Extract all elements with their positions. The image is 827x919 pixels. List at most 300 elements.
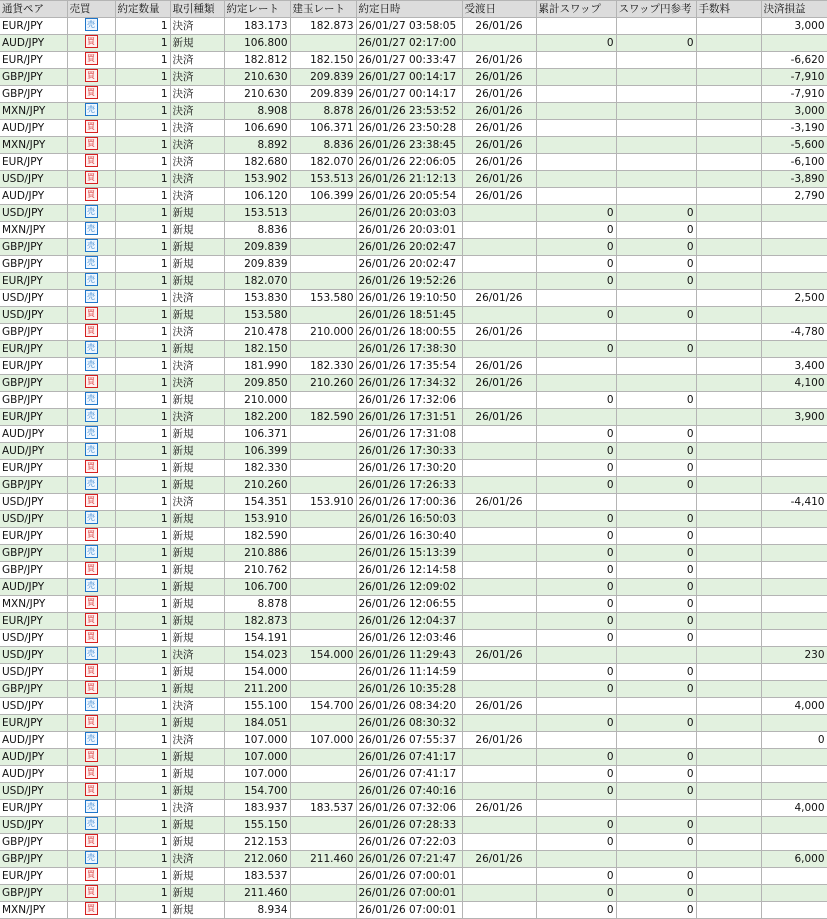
cell-currency-pair: EUR/JPY (0, 715, 67, 732)
cell-cumulative-swap: 0 (536, 562, 616, 579)
cell-fee (696, 817, 761, 834)
table-row[interactable] (0, 375, 827, 392)
table-row[interactable] (0, 681, 827, 698)
cell-exec-datetime: 26/01/26 18:00:55 (356, 324, 462, 341)
cell-swap-yen-ref (616, 698, 696, 715)
cell-fee (696, 766, 761, 783)
cell-quantity: 1 (115, 579, 170, 596)
table-row[interactable] (0, 443, 827, 460)
table-row[interactable] (0, 664, 827, 681)
cell-side (67, 885, 115, 902)
table-row[interactable] (0, 783, 827, 800)
col-header-settlement-date[interactable]: 受渡日 (462, 1, 536, 18)
cell-fee (696, 647, 761, 664)
cell-side (67, 120, 115, 137)
table-row[interactable] (0, 35, 827, 52)
buy-badge: 買 (85, 307, 98, 320)
cell-trade-type: 決済 (170, 188, 224, 205)
table-row[interactable] (0, 851, 827, 868)
table-row[interactable] (0, 528, 827, 545)
cell-currency-pair: GBP/JPY (0, 392, 67, 409)
cell-fee (696, 749, 761, 766)
cell-exec-datetime: 26/01/26 17:26:33 (356, 477, 462, 494)
cell-cumulative-swap (536, 494, 616, 511)
cell-fee (696, 834, 761, 851)
cell-swap-yen-ref (616, 171, 696, 188)
cell-settlement-date (462, 392, 536, 409)
buy-badge: 買 (85, 613, 98, 626)
cell-settlement-pl: -6,100 (761, 154, 827, 171)
table-row[interactable] (0, 494, 827, 511)
cell-position-rate (290, 579, 356, 596)
cell-exec-rate: 210.630 (224, 86, 290, 103)
table-row[interactable] (0, 834, 827, 851)
cell-currency-pair: EUR/JPY (0, 273, 67, 290)
cell-fee (696, 18, 761, 35)
header-row (0, 1, 827, 18)
table-row[interactable] (0, 596, 827, 613)
cell-cumulative-swap: 0 (536, 545, 616, 562)
cell-settlement-pl: 6,000 (761, 851, 827, 868)
cell-exec-rate: 106.690 (224, 120, 290, 137)
col-header-exec-rate[interactable]: 約定レート (224, 1, 290, 18)
table-row[interactable] (0, 613, 827, 630)
table-row[interactable] (0, 290, 827, 307)
sell-badge: 売 (85, 358, 98, 371)
col-header-currency-pair[interactable]: 通貨ペア (0, 1, 67, 18)
cell-cumulative-swap (536, 137, 616, 154)
cell-fee (696, 205, 761, 222)
table-row[interactable] (0, 137, 827, 154)
cell-fee (696, 511, 761, 528)
cell-swap-yen-ref: 0 (616, 222, 696, 239)
cell-settlement-pl: 0 (761, 732, 827, 749)
cell-exec-datetime: 26/01/26 17:31:08 (356, 426, 462, 443)
cell-cumulative-swap: 0 (536, 341, 616, 358)
cell-exec-datetime: 26/01/27 00:33:47 (356, 52, 462, 69)
table-row[interactable] (0, 256, 827, 273)
cell-side (67, 256, 115, 273)
cell-settlement-pl: 4,100 (761, 375, 827, 392)
table-row[interactable] (0, 460, 827, 477)
cell-settlement-date (462, 239, 536, 256)
cell-side (67, 154, 115, 171)
cell-position-rate: 153.580 (290, 290, 356, 307)
cell-settlement-pl: -4,410 (761, 494, 827, 511)
cell-exec-datetime: 26/01/26 07:22:03 (356, 834, 462, 851)
cell-settlement-date: 26/01/26 (462, 324, 536, 341)
cell-side (67, 392, 115, 409)
cell-settlement-date (462, 749, 536, 766)
table-row[interactable] (0, 358, 827, 375)
cell-exec-rate: 106.371 (224, 426, 290, 443)
cell-quantity: 1 (115, 562, 170, 579)
cell-cumulative-swap (536, 851, 616, 868)
table-row[interactable] (0, 392, 827, 409)
table-row[interactable] (0, 409, 827, 426)
cell-exec-datetime: 26/01/26 23:50:28 (356, 120, 462, 137)
cell-side (67, 766, 115, 783)
col-header-exec-datetime[interactable]: 約定日時 (356, 1, 462, 18)
cell-side (67, 698, 115, 715)
cell-currency-pair: GBP/JPY (0, 375, 67, 392)
cell-currency-pair: EUR/JPY (0, 868, 67, 885)
cell-trade-type: 決済 (170, 375, 224, 392)
cell-exec-datetime: 26/01/26 11:14:59 (356, 664, 462, 681)
cell-currency-pair: AUD/JPY (0, 766, 67, 783)
table-row[interactable] (0, 171, 827, 188)
cell-exec-rate: 182.150 (224, 341, 290, 358)
table-row[interactable] (0, 273, 827, 290)
sell-badge: 売 (85, 817, 98, 830)
cell-quantity: 1 (115, 307, 170, 324)
cell-settlement-date (462, 885, 536, 902)
cell-settlement-date (462, 341, 536, 358)
cell-exec-datetime: 26/01/26 20:03:01 (356, 222, 462, 239)
cell-position-rate (290, 868, 356, 885)
cell-quantity: 1 (115, 783, 170, 800)
cell-side (67, 426, 115, 443)
cell-swap-yen-ref (616, 358, 696, 375)
cell-trade-type: 新規 (170, 273, 224, 290)
cell-quantity: 1 (115, 664, 170, 681)
cell-fee (696, 239, 761, 256)
cell-fee (696, 307, 761, 324)
col-header-cumulative-swap[interactable]: 累計スワップ (536, 1, 616, 18)
cell-side (67, 783, 115, 800)
table-row[interactable] (0, 511, 827, 528)
buy-badge: 買 (85, 715, 98, 728)
table-row[interactable] (0, 766, 827, 783)
cell-position-rate: 182.590 (290, 409, 356, 426)
cell-trade-type: 決済 (170, 171, 224, 188)
cell-trade-type: 新規 (170, 596, 224, 613)
cell-position-rate (290, 817, 356, 834)
cell-position-rate (290, 239, 356, 256)
buy-badge: 買 (85, 375, 98, 388)
col-header-fee[interactable]: 手数料 (696, 1, 761, 18)
cell-cumulative-swap: 0 (536, 783, 616, 800)
cell-fee (696, 375, 761, 392)
cell-exec-datetime: 26/01/26 17:35:54 (356, 358, 462, 375)
cell-trade-type: 決済 (170, 647, 224, 664)
cell-exec-datetime: 26/01/26 16:30:40 (356, 528, 462, 545)
cell-trade-type: 新規 (170, 664, 224, 681)
cell-exec-datetime: 26/01/26 07:40:16 (356, 783, 462, 800)
cell-fee (696, 426, 761, 443)
cell-trade-type: 新規 (170, 511, 224, 528)
table-row[interactable] (0, 120, 827, 137)
cell-fee (696, 715, 761, 732)
col-header-position-rate[interactable]: 建玉レート (290, 1, 356, 18)
buy-badge: 買 (85, 885, 98, 898)
cell-settlement-pl: 2,790 (761, 188, 827, 205)
cell-currency-pair: AUD/JPY (0, 35, 67, 52)
col-header-trade-type[interactable]: 取引種類 (170, 1, 224, 18)
table-row[interactable] (0, 222, 827, 239)
cell-exec-rate: 183.537 (224, 868, 290, 885)
cell-trade-type: 新規 (170, 868, 224, 885)
cell-exec-rate: 155.100 (224, 698, 290, 715)
cell-currency-pair: GBP/JPY (0, 562, 67, 579)
table-row[interactable] (0, 868, 827, 885)
cell-settlement-pl (761, 902, 827, 919)
cell-currency-pair: EUR/JPY (0, 358, 67, 375)
table-row[interactable] (0, 715, 827, 732)
buy-badge: 買 (85, 154, 98, 167)
cell-fee (696, 800, 761, 817)
cell-fee (696, 545, 761, 562)
cell-currency-pair: EUR/JPY (0, 460, 67, 477)
cell-settlement-date (462, 477, 536, 494)
cell-settlement-pl: 3,000 (761, 18, 827, 35)
cell-swap-yen-ref: 0 (616, 596, 696, 613)
col-header-swap-yen-ref[interactable]: スワップ円参考 (616, 1, 696, 18)
cell-cumulative-swap: 0 (536, 681, 616, 698)
cell-trade-type: 新規 (170, 426, 224, 443)
cell-cumulative-swap: 0 (536, 222, 616, 239)
cell-side (67, 69, 115, 86)
table-row[interactable] (0, 205, 827, 222)
table-row[interactable] (0, 341, 827, 358)
cell-fee (696, 885, 761, 902)
cell-cumulative-swap: 0 (536, 749, 616, 766)
buy-badge: 買 (85, 460, 98, 473)
cell-cumulative-swap (536, 290, 616, 307)
table-row[interactable] (0, 307, 827, 324)
cell-side (67, 596, 115, 613)
buy-badge: 買 (85, 766, 98, 779)
cell-fee (696, 613, 761, 630)
cell-cumulative-swap (536, 120, 616, 137)
col-header-quantity[interactable]: 約定数量 (115, 1, 170, 18)
cell-swap-yen-ref: 0 (616, 205, 696, 222)
table-row[interactable] (0, 239, 827, 256)
table-row[interactable] (0, 630, 827, 647)
table-row[interactable] (0, 103, 827, 120)
table-row[interactable] (0, 647, 827, 664)
table-row[interactable] (0, 749, 827, 766)
cell-swap-yen-ref (616, 732, 696, 749)
cell-trade-type: 新規 (170, 834, 224, 851)
cell-swap-yen-ref (616, 324, 696, 341)
cell-swap-yen-ref: 0 (616, 562, 696, 579)
table-row[interactable] (0, 86, 827, 103)
cell-settlement-date: 26/01/26 (462, 851, 536, 868)
cell-settlement-date (462, 545, 536, 562)
sell-badge: 売 (85, 426, 98, 439)
cell-side (67, 103, 115, 120)
cell-cumulative-swap: 0 (536, 902, 616, 919)
cell-settlement-date (462, 902, 536, 919)
cell-settlement-date: 26/01/26 (462, 171, 536, 188)
sell-badge: 売 (85, 256, 98, 269)
cell-settlement-date: 26/01/26 (462, 375, 536, 392)
cell-trade-type: 決済 (170, 69, 224, 86)
cell-position-rate: 182.873 (290, 18, 356, 35)
cell-settlement-date: 26/01/26 (462, 103, 536, 120)
cell-exec-datetime: 26/01/26 08:34:20 (356, 698, 462, 715)
cell-settlement-date: 26/01/26 (462, 409, 536, 426)
col-header-side[interactable]: 売買 (67, 1, 115, 18)
cell-fee (696, 664, 761, 681)
cell-trade-type: 新規 (170, 307, 224, 324)
cell-quantity: 1 (115, 171, 170, 188)
cell-settlement-pl: -4,780 (761, 324, 827, 341)
cell-currency-pair: MXN/JPY (0, 222, 67, 239)
cell-side (67, 341, 115, 358)
table-row[interactable] (0, 477, 827, 494)
cell-exec-datetime: 26/01/26 17:34:32 (356, 375, 462, 392)
cell-quantity: 1 (115, 86, 170, 103)
col-header-settlement-pl[interactable]: 決済損益 (761, 1, 827, 18)
table-row[interactable] (0, 698, 827, 715)
sell-badge: 売 (85, 18, 98, 31)
cell-fee (696, 681, 761, 698)
cell-settlement-pl: 3,400 (761, 358, 827, 375)
cell-cumulative-swap: 0 (536, 596, 616, 613)
cell-trade-type: 新規 (170, 817, 224, 834)
cell-quantity: 1 (115, 647, 170, 664)
cell-exec-datetime: 26/01/26 23:53:52 (356, 103, 462, 120)
cell-cumulative-swap: 0 (536, 392, 616, 409)
cell-cumulative-swap: 0 (536, 239, 616, 256)
cell-fee (696, 290, 761, 307)
cell-trade-type: 新規 (170, 392, 224, 409)
buy-badge: 買 (85, 681, 98, 694)
cell-cumulative-swap (536, 86, 616, 103)
table-row[interactable] (0, 562, 827, 579)
cell-trade-type: 新規 (170, 613, 224, 630)
table-row[interactable] (0, 52, 827, 69)
cell-settlement-pl (761, 613, 827, 630)
cell-currency-pair: GBP/JPY (0, 851, 67, 868)
cell-exec-rate: 182.680 (224, 154, 290, 171)
table-row[interactable] (0, 545, 827, 562)
cell-exec-datetime: 26/01/26 07:00:01 (356, 885, 462, 902)
cell-exec-datetime: 26/01/26 20:02:47 (356, 239, 462, 256)
cell-side (67, 188, 115, 205)
cell-cumulative-swap: 0 (536, 613, 616, 630)
cell-exec-rate: 182.200 (224, 409, 290, 426)
cell-cumulative-swap: 0 (536, 443, 616, 460)
cell-position-rate (290, 902, 356, 919)
cell-exec-datetime: 26/01/26 07:00:01 (356, 902, 462, 919)
cell-fee (696, 630, 761, 647)
table-row[interactable] (0, 579, 827, 596)
table-row[interactable] (0, 69, 827, 86)
cell-exec-datetime: 26/01/26 15:13:39 (356, 545, 462, 562)
table-row[interactable] (0, 885, 827, 902)
cell-fee (696, 732, 761, 749)
cell-currency-pair: AUD/JPY (0, 426, 67, 443)
buy-badge: 買 (85, 562, 98, 575)
cell-exec-datetime: 26/01/26 07:41:17 (356, 749, 462, 766)
cell-side (67, 647, 115, 664)
table-row[interactable] (0, 426, 827, 443)
cell-exec-rate: 8.934 (224, 902, 290, 919)
cell-settlement-pl (761, 35, 827, 52)
cell-cumulative-swap: 0 (536, 715, 616, 732)
cell-settlement-pl: 3,000 (761, 103, 827, 120)
cell-side (67, 545, 115, 562)
cell-cumulative-swap (536, 171, 616, 188)
cell-swap-yen-ref (616, 494, 696, 511)
cell-settlement-date (462, 817, 536, 834)
cell-currency-pair: AUD/JPY (0, 732, 67, 749)
cell-swap-yen-ref: 0 (616, 885, 696, 902)
cell-cumulative-swap (536, 732, 616, 749)
cell-currency-pair: EUR/JPY (0, 18, 67, 35)
cell-quantity: 1 (115, 715, 170, 732)
cell-currency-pair: GBP/JPY (0, 834, 67, 851)
cell-currency-pair: USD/JPY (0, 307, 67, 324)
cell-settlement-date: 26/01/26 (462, 188, 536, 205)
table-row[interactable] (0, 817, 827, 834)
buy-badge: 買 (85, 69, 98, 82)
cell-cumulative-swap (536, 409, 616, 426)
cell-position-rate (290, 528, 356, 545)
cell-quantity: 1 (115, 800, 170, 817)
cell-cumulative-swap: 0 (536, 307, 616, 324)
table-row[interactable] (0, 324, 827, 341)
cell-settlement-date (462, 460, 536, 477)
table-row[interactable] (0, 18, 827, 35)
cell-exec-rate: 8.908 (224, 103, 290, 120)
sell-badge: 売 (85, 273, 98, 286)
cell-settlement-date: 26/01/26 (462, 52, 536, 69)
cell-trade-type: 決済 (170, 494, 224, 511)
cell-position-rate (290, 834, 356, 851)
cell-exec-rate: 212.060 (224, 851, 290, 868)
cell-settlement-pl (761, 273, 827, 290)
cell-swap-yen-ref: 0 (616, 341, 696, 358)
cell-exec-datetime: 26/01/27 00:14:17 (356, 69, 462, 86)
cell-position-rate: 209.839 (290, 86, 356, 103)
cell-settlement-date (462, 681, 536, 698)
cell-settlement-date (462, 630, 536, 647)
cell-exec-datetime: 26/01/26 07:41:17 (356, 766, 462, 783)
cell-exec-rate: 210.260 (224, 477, 290, 494)
cell-settlement-pl (761, 766, 827, 783)
cell-quantity: 1 (115, 528, 170, 545)
cell-side (67, 834, 115, 851)
cell-exec-datetime: 26/01/26 12:04:37 (356, 613, 462, 630)
cell-settlement-date (462, 426, 536, 443)
cell-exec-datetime: 26/01/26 20:02:47 (356, 256, 462, 273)
cell-currency-pair: GBP/JPY (0, 477, 67, 494)
table-row[interactable] (0, 188, 827, 205)
table-row[interactable] (0, 732, 827, 749)
cell-swap-yen-ref (616, 188, 696, 205)
table-row[interactable] (0, 800, 827, 817)
cell-trade-type: 決済 (170, 358, 224, 375)
cell-cumulative-swap (536, 358, 616, 375)
cell-quantity: 1 (115, 630, 170, 647)
cell-exec-rate: 181.990 (224, 358, 290, 375)
cell-currency-pair: USD/JPY (0, 494, 67, 511)
cell-swap-yen-ref (616, 800, 696, 817)
table-row[interactable] (0, 154, 827, 171)
table-row[interactable] (0, 902, 827, 919)
cell-fee (696, 86, 761, 103)
cell-exec-rate: 210.886 (224, 545, 290, 562)
cell-cumulative-swap: 0 (536, 256, 616, 273)
buy-badge: 買 (85, 902, 98, 915)
cell-swap-yen-ref (616, 103, 696, 120)
cell-side (67, 494, 115, 511)
sell-badge: 売 (85, 698, 98, 711)
